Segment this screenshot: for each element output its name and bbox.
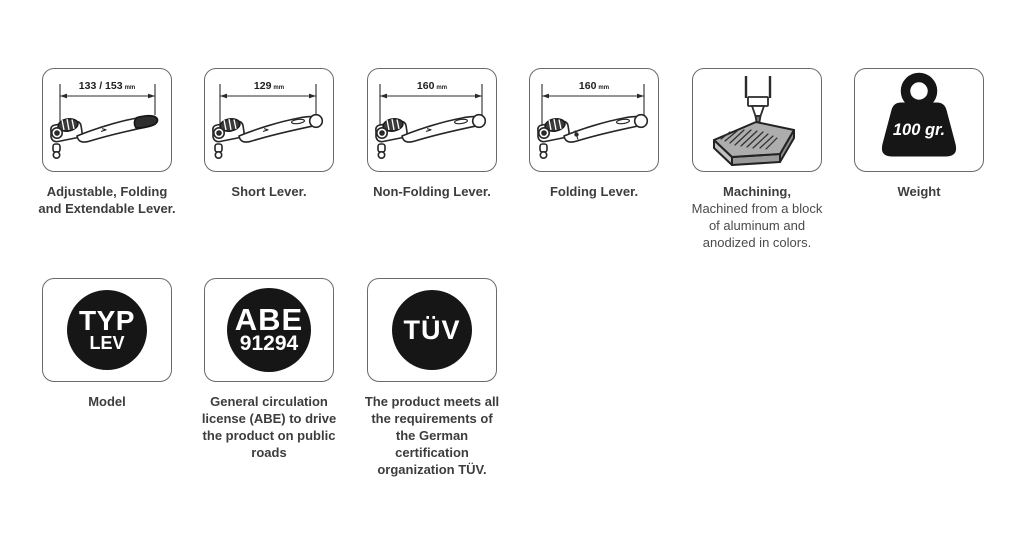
feature-caption bbox=[38, 183, 175, 217]
feature-caption bbox=[550, 183, 638, 200]
badge-text: TYP bbox=[79, 305, 135, 336]
feature-tuv bbox=[347, 278, 517, 478]
caption-line: anodized in colors. bbox=[702, 235, 812, 250]
caption-line: Weight bbox=[897, 184, 941, 199]
caption-line: and Extendable Lever. bbox=[38, 201, 176, 216]
caption-line: Short Lever. bbox=[231, 184, 307, 199]
tuv-badge bbox=[392, 290, 472, 370]
badge-text: TÜV bbox=[403, 314, 461, 345]
typ-lev-badge bbox=[67, 290, 147, 370]
feature-short-lever bbox=[184, 68, 354, 200]
caption-line: Non-Folding Lever. bbox=[373, 184, 491, 199]
caption-line: the product on public bbox=[202, 428, 336, 443]
feature-card bbox=[42, 278, 172, 382]
feature-folding-lever bbox=[509, 68, 679, 200]
feature-caption bbox=[692, 183, 823, 251]
feature-card bbox=[854, 68, 984, 172]
feature-caption bbox=[897, 183, 940, 200]
feature-card bbox=[529, 68, 659, 172]
feature-card bbox=[204, 278, 334, 382]
lever-icon bbox=[531, 70, 657, 170]
feature-caption bbox=[365, 393, 499, 478]
abe-badge bbox=[227, 288, 311, 372]
lever-icon bbox=[369, 70, 495, 170]
caption-line: Adjustable, Folding bbox=[46, 184, 168, 199]
caption-line: certification bbox=[395, 445, 469, 460]
milling-machine-icon bbox=[694, 70, 820, 170]
feature-adjustable-lever bbox=[22, 68, 192, 217]
svg-text:129mm: 129 mm bbox=[253, 80, 285, 92]
feature-model bbox=[22, 278, 192, 410]
svg-text:100 gr.: 100 gr. bbox=[892, 121, 946, 139]
caption-line: Machined from a block bbox=[691, 201, 823, 216]
svg-text:133 / 153mm: 133 / 153 mm bbox=[78, 80, 136, 92]
feature-card bbox=[42, 68, 172, 172]
feature-machining bbox=[672, 68, 842, 251]
badge-text: LEV bbox=[89, 333, 125, 353]
caption-line: the requirements of bbox=[371, 411, 493, 426]
lever-icon bbox=[44, 70, 170, 170]
feature-abe-license bbox=[184, 278, 354, 461]
badge-text: 91294 bbox=[239, 332, 299, 355]
caption-line: roads bbox=[251, 445, 287, 460]
feature-card bbox=[367, 278, 497, 382]
feature-caption bbox=[202, 393, 336, 461]
feature-weight bbox=[834, 68, 1004, 200]
caption-line: the German bbox=[395, 428, 469, 443]
caption-line: General circulation bbox=[210, 394, 328, 409]
feature-caption bbox=[231, 183, 306, 200]
caption-line: The product meets all bbox=[364, 394, 500, 409]
caption-line: organization TÜV. bbox=[377, 462, 487, 477]
feature-caption bbox=[88, 393, 126, 410]
feature-non-folding-lever bbox=[347, 68, 517, 200]
weight-icon bbox=[856, 70, 982, 170]
svg-text:160mm: 160 mm bbox=[578, 80, 610, 92]
caption-line: of aluminum and bbox=[708, 218, 806, 233]
caption-line: Model bbox=[88, 394, 126, 409]
badge-text: ABE bbox=[234, 302, 304, 337]
svg-text:160mm: 160 mm bbox=[416, 80, 448, 92]
caption-line: Folding Lever. bbox=[549, 184, 639, 199]
caption-title: Machining, bbox=[723, 184, 791, 199]
feature-card bbox=[204, 68, 334, 172]
caption-line: license (ABE) to drive bbox=[201, 411, 337, 426]
feature-caption bbox=[373, 183, 491, 200]
feature-card bbox=[367, 68, 497, 172]
lever-icon bbox=[206, 70, 332, 170]
feature-card bbox=[692, 68, 822, 172]
